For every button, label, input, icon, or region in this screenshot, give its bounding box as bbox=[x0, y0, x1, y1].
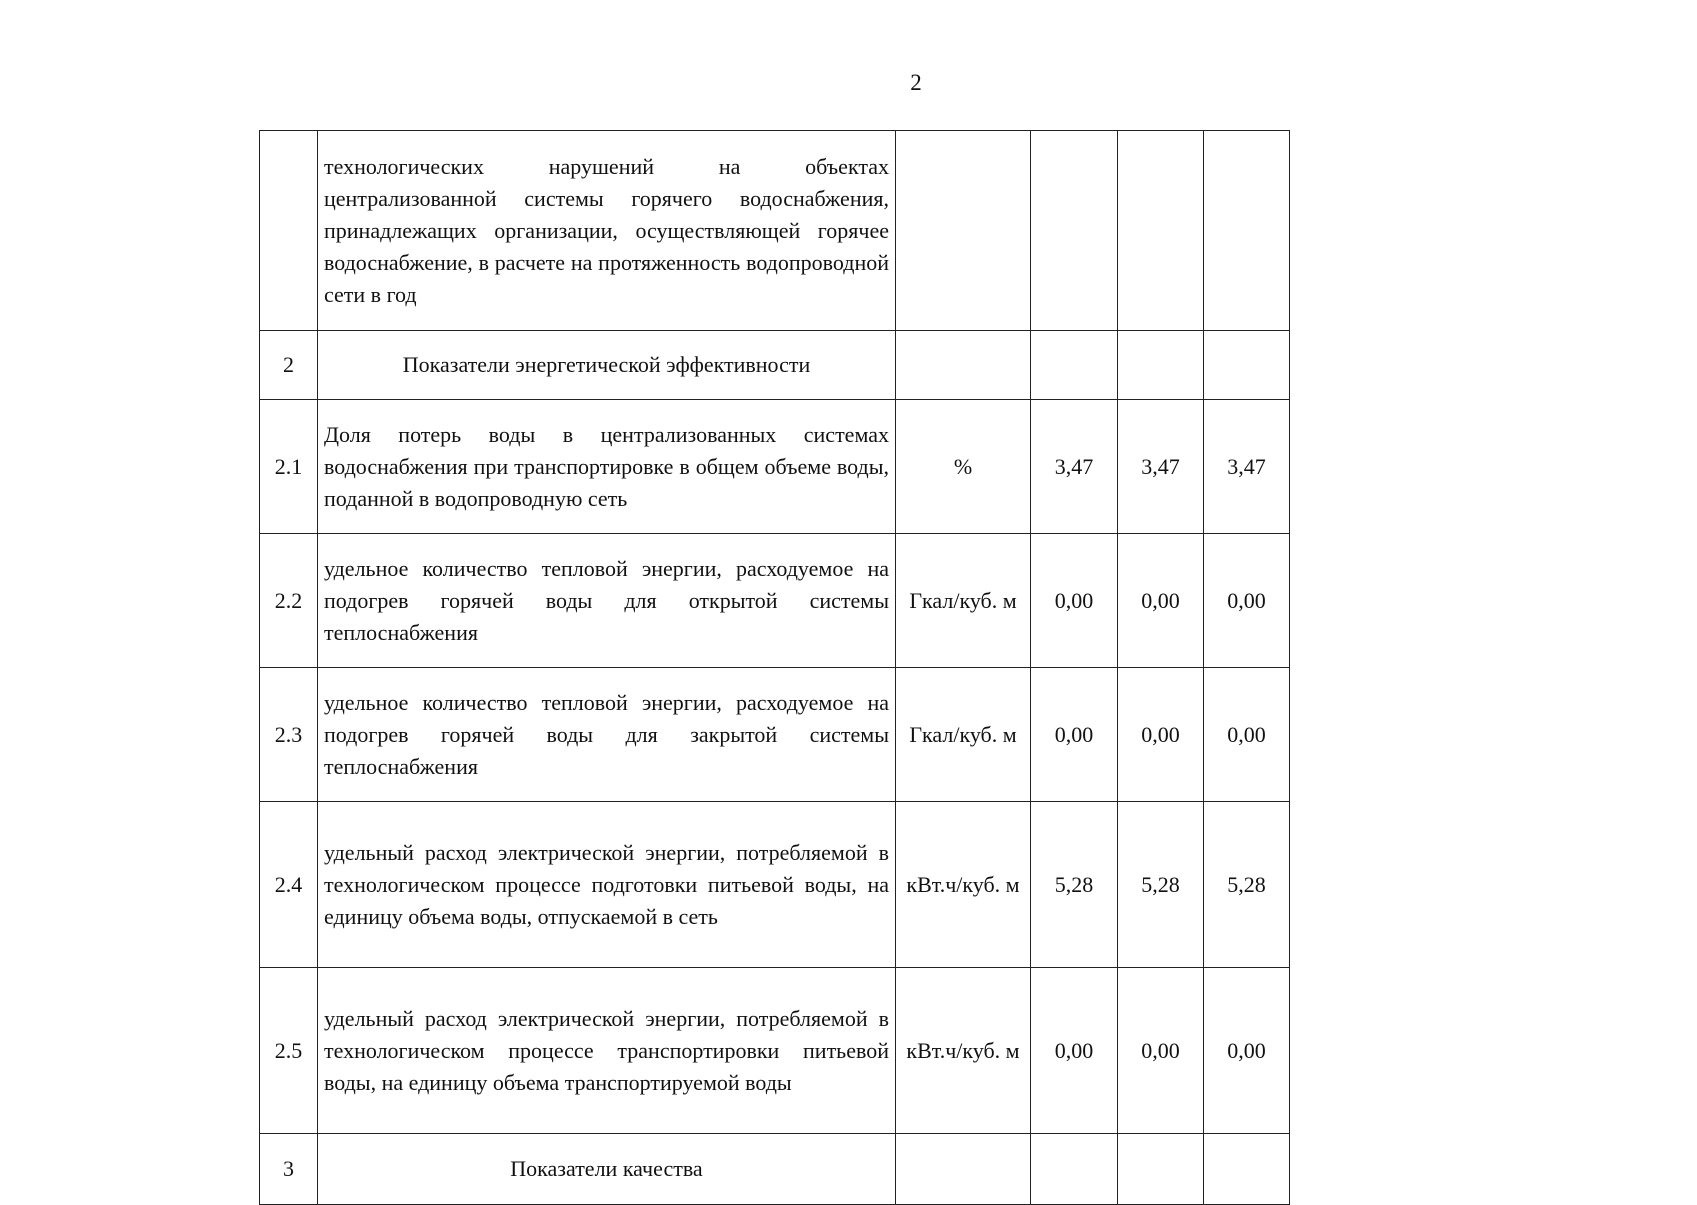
value-cell: 3,47 bbox=[1031, 400, 1118, 534]
value-cell bbox=[1031, 131, 1118, 331]
row-number: 2.5 bbox=[260, 968, 318, 1134]
section-row bbox=[260, 1134, 1290, 1205]
table-row bbox=[260, 400, 1290, 534]
section-title: Показатели качества bbox=[318, 1134, 896, 1205]
value-cell: 0,00 bbox=[1031, 668, 1118, 802]
value-cell bbox=[1204, 331, 1290, 400]
value-cell: 5,28 bbox=[1204, 802, 1290, 968]
indicators-table bbox=[259, 130, 1290, 1205]
value-cell: 0,00 bbox=[1118, 968, 1204, 1134]
indicator-description: удельный расход электрической энергии, потребляемой в технологическом процессе подготовки питьевой воды, на единицу объема воды, отпускаемой в сеть bbox=[318, 802, 896, 968]
value-cell: 5,28 bbox=[1118, 802, 1204, 968]
value-cell: 0,00 bbox=[1118, 534, 1204, 668]
indicator-description: удельное количество тепловой энергии, расходуемое на подогрев горячей воды для закрытой системы теплоснабжения bbox=[318, 668, 896, 802]
unit-cell: кВт.ч/куб. м bbox=[896, 802, 1031, 968]
value-cell bbox=[1118, 131, 1204, 331]
row-number: 2.3 bbox=[260, 668, 318, 802]
indicator-description: удельное количество тепловой энергии, расходуемое на подогрев горячей воды для открытой системы теплоснабжения bbox=[318, 534, 896, 668]
indicator-description: технологических нарушений на объектах централизованной системы горячего водоснабжения, принадлежащих организации, осуществляющей горячее водоснабжение, в расчете на протяженность водопроводной сети в год bbox=[318, 131, 896, 331]
table-row bbox=[260, 131, 1290, 331]
unit-cell: Гкал/куб. м bbox=[896, 668, 1031, 802]
table-row bbox=[260, 802, 1290, 968]
value-cell: 3,47 bbox=[1204, 400, 1290, 534]
value-cell: 0,00 bbox=[1204, 968, 1290, 1134]
unit-cell: % bbox=[896, 400, 1031, 534]
unit-cell bbox=[896, 1134, 1031, 1205]
unit-cell: кВт.ч/куб. м bbox=[896, 968, 1031, 1134]
table-row bbox=[260, 968, 1290, 1134]
unit-cell bbox=[896, 331, 1031, 400]
indicator-description: Доля потерь воды в централизованных системах водоснабжения при транспортировке в общем объеме воды, поданной в водопроводную сеть bbox=[318, 400, 896, 534]
unit-cell bbox=[896, 131, 1031, 331]
value-cell bbox=[1204, 1134, 1290, 1205]
table-row bbox=[260, 534, 1290, 668]
value-cell: 5,28 bbox=[1031, 802, 1118, 968]
section-number: 3 bbox=[260, 1134, 318, 1205]
section-title: Показатели энергетической эффективности bbox=[318, 331, 896, 400]
page-number: 2 bbox=[910, 70, 922, 95]
value-cell: 0,00 bbox=[1118, 668, 1204, 802]
table-row bbox=[260, 668, 1290, 802]
value-cell: 0,00 bbox=[1031, 968, 1118, 1134]
row-number: 2.2 bbox=[260, 534, 318, 668]
value-cell: 0,00 bbox=[1204, 668, 1290, 802]
value-cell: 0,00 bbox=[1031, 534, 1118, 668]
value-cell: 0,00 bbox=[1204, 534, 1290, 668]
section-number: 2 bbox=[260, 331, 318, 400]
value-cell bbox=[1031, 1134, 1118, 1205]
value-cell: 3,47 bbox=[1118, 400, 1204, 534]
value-cell bbox=[1204, 131, 1290, 331]
row-number bbox=[260, 131, 318, 331]
unit-cell: Гкал/куб. м bbox=[896, 534, 1031, 668]
row-number: 2.4 bbox=[260, 802, 318, 968]
value-cell bbox=[1031, 331, 1118, 400]
value-cell bbox=[1118, 1134, 1204, 1205]
indicator-description: удельный расход электрической энергии, потребляемой в технологическом процессе транспортировки питьевой воды, на единицу объема транспортируемой воды bbox=[318, 968, 896, 1134]
section-row bbox=[260, 331, 1290, 400]
row-number: 2.1 bbox=[260, 400, 318, 534]
value-cell bbox=[1118, 331, 1204, 400]
